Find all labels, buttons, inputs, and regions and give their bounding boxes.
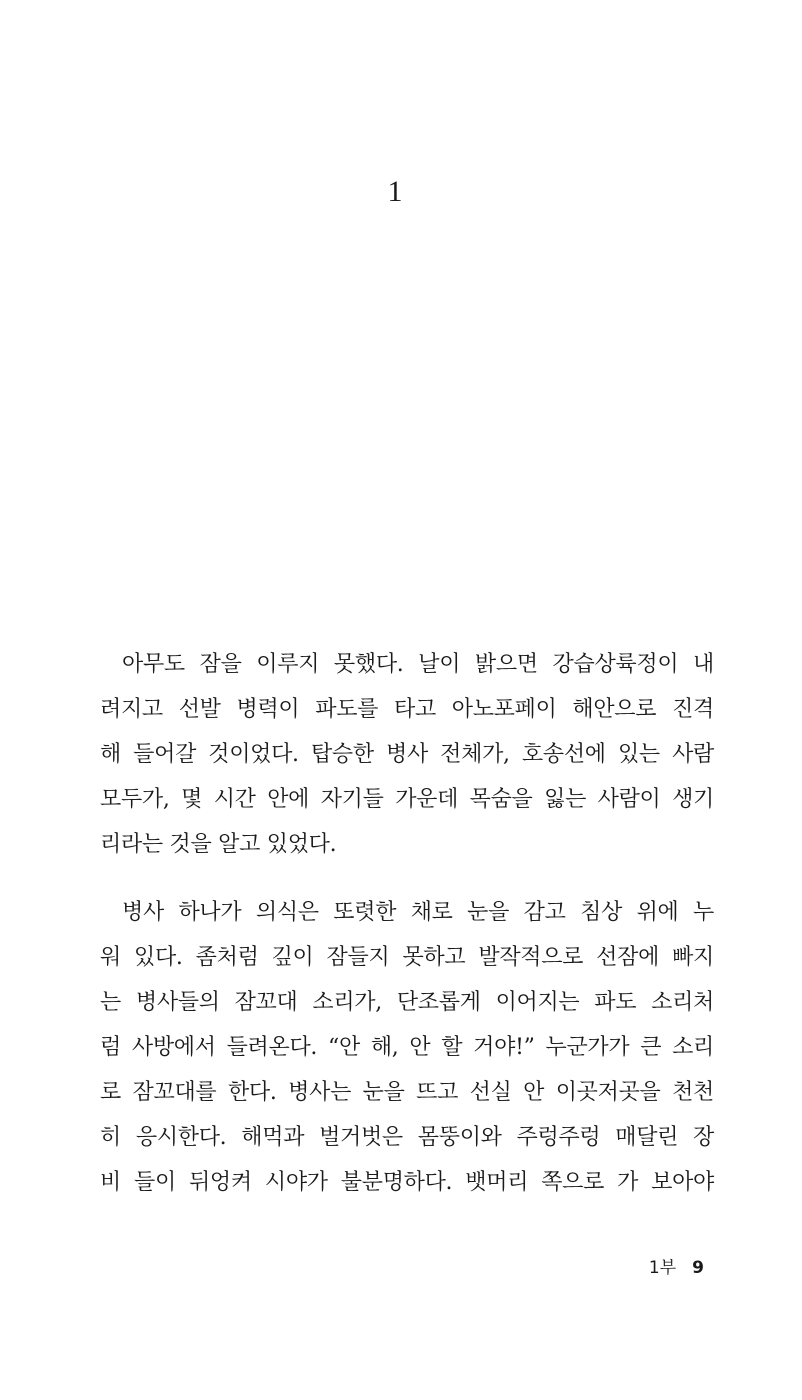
- text-line: 모두가, 몇 시간 안에 자기들 가운데 목숨을 잃는 사람이 생기: [100, 787, 714, 812]
- chapter-number: 1: [387, 175, 403, 208]
- text-line: 로 잠꼬대를 한다. 병사는 눈을 뜨고 선실 안 이곳저곳을 천천: [100, 1080, 714, 1105]
- text-line: 히 응시한다. 해먹과 벌거벗은 몸뚱이와 주렁주렁 매달린 장: [100, 1125, 714, 1150]
- text-line: 는 병사들의 잠꼬대 소리가, 단조롭게 이어지는 파도 소리처: [100, 990, 714, 1015]
- text-line: 비 들이 뒤엉켜 시야가 불분명하다. 뱃머리 쪽으로 가 보아야: [100, 1170, 714, 1195]
- text-line: 병사 하나가 의식은 또렷한 채로 눈을 감고 침상 위에 누: [122, 900, 714, 925]
- text-line: 워 있다. 좀처럼 깊이 잠들지 못하고 발작적으로 선잠에 빠지: [100, 945, 714, 970]
- page-footer: [649, 1256, 704, 1280]
- text-line: 럼 사방에서 들려온다. “안 해, 안 할 거야!” 누군가가 큰 소리: [100, 1035, 714, 1060]
- text-line: 아무도 잠을 이루지 못했다. 날이 밝으면 강습상륙정이 내: [122, 652, 714, 677]
- paragraph-2: [100, 890, 714, 1205]
- text-line: 리라는 것을 알고 있었다.: [100, 832, 337, 857]
- page-number: 9: [692, 1258, 704, 1278]
- text-line: 해 들어갈 것이었다. 탑승한 병사 전체가, 호송선에 있는 사람: [100, 742, 714, 767]
- paragraph-1: [100, 642, 714, 867]
- text-line: 려지고 선발 병력이 파도를 타고 아노포페이 해안으로 진격: [100, 697, 714, 722]
- part-label: 1부: [648, 1258, 677, 1278]
